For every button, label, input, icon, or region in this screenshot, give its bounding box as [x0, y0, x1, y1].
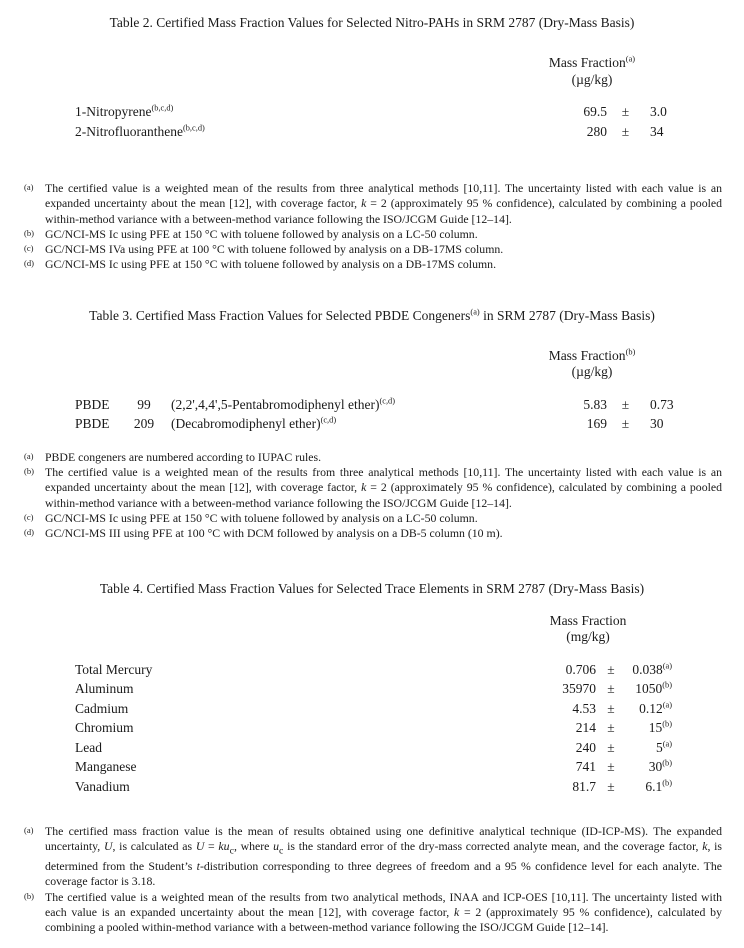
table-row [0, 395, 744, 415]
footnote [0, 242, 744, 257]
table-row [0, 122, 744, 142]
element-name: Lead [75, 739, 102, 755]
table-row [0, 660, 744, 680]
congener-code: PBDE [75, 416, 110, 432]
uncertainty-value: 6.1$^{(b)}$ [645, 778, 672, 794]
footnote-text: PBDE congeners are numbered according to IUPAC rules. [45, 449, 322, 464]
footnote-marker: (b) [24, 227, 34, 238]
footnote-text: GC/NCI-MS III using PFE at 100 °C with DCM followed by analysis on a DB-5 column (10 m). [45, 526, 503, 541]
table2-rows [0, 102, 744, 141]
table4-title-text: Table 4. Certified Mass Fraction Values for Selected Trace Elements in SRM 2787 (Dry-Mass Basis) [99, 580, 645, 596]
element-name: Aluminum [75, 681, 134, 697]
table3-column-header [472, 348, 712, 381]
footnote-text: GC/NCI-MS Ic using PFE at 150 °C with toluene followed by analysis on a LC-50 column. [45, 226, 478, 241]
footnote [0, 824, 744, 890]
congener-number: 99 [137, 396, 151, 412]
table2-column-header [472, 55, 712, 88]
table-row [0, 738, 744, 758]
footnote [0, 181, 744, 227]
uncertainty-footnote-ref: (b) [662, 719, 672, 729]
mass-fraction-value: 69.5 [583, 104, 607, 119]
table2-mass-fraction-header: Mass Fraction$^{(a)}$ [548, 54, 636, 70]
footnote-text: GC/NCI-MS Ic using PFE at 150 °C with toluene followed by analysis on a DB-17MS column. [45, 257, 497, 272]
table2-title [0, 16, 744, 30]
plus-minus-sign: ± [621, 104, 630, 119]
table4-unit-label: (mg/kg) [566, 629, 610, 645]
table3-unit-label: (µg/kg) [571, 364, 613, 380]
footnote-marker: (c) [24, 243, 34, 254]
congener-footnote-ref: (c,d) [320, 415, 337, 425]
uncertainty-value: 1050$^{(b)}$ [635, 680, 672, 697]
footnote-marker: (a) [24, 182, 34, 192]
footnote-text: The certified value is a weighted mean of the results from two analytical methods, INAA and ICP-OES [10,11]. The uncertainty listed with each value is an expanded uncertainty about the mean [12], with coverage factor, k = 2 (approximately 95 % confidence), calculated by combining a pooled within-method variance with a between-method variance following the ISO/JCGM Guide [12–14]. [45, 889, 722, 935]
congener-number: 209 [133, 416, 155, 432]
footnote-text: GC/NCI-MS IVa using PFE at 100 °C with toluene followed by analysis on a DB-17MS column. [45, 242, 504, 257]
table4-title [0, 582, 744, 596]
table2-section [0, 16, 744, 273]
uncertainty-footnote-ref: (a) [662, 661, 672, 671]
table3-title [0, 309, 744, 323]
plus-minus-sign: ± [607, 778, 615, 794]
table-row [0, 679, 744, 699]
table4-mass-fraction-header: Mass Fraction [549, 612, 627, 628]
footnote-marker: (b) [24, 466, 34, 477]
footnote [0, 890, 744, 936]
uncertainty-value: 15$^{(b)}$ [648, 719, 672, 736]
table4-rows [0, 660, 744, 797]
plus-minus-sign: ± [621, 416, 630, 432]
element-name: Chromium [75, 720, 134, 736]
footnote [0, 511, 744, 526]
table-row [0, 757, 744, 777]
uncertainty-value: 34 [650, 123, 664, 139]
congener-name [75, 395, 527, 415]
footnote-text: The certified value is a weighted mean of the results from three analytical methods [10,11]. The uncertainty listed with each value is an expanded uncertainty about the mean [12], with coverage factor, k = 2 (approximately 95 % confidence), calculated by combining a pooled within-method variance with a between-method variance following the ISO/JCGM Guide [12–14]. [45, 465, 722, 510]
uncertainty-footnote-ref: (b) [662, 680, 672, 690]
table2-footnotes [0, 181, 744, 273]
uncertainty-value: 0.73 [650, 396, 674, 412]
footnote-text: The certified mass fraction value is the mean of results obtained using one definitive analytical technique (ID-ICP-MS). The expanded uncertainty, U, is calculated as $U = ku_c$, where $u_c$ is the standard error of the dry-mass corrected analyte mean, and the coverage factor, k, is determined from the Student’s t-distribution corresponding to three degrees of freedom and a 95 % confidence level for each analyte. The coverage factor is 3.18. [45, 824, 723, 889]
uncertainty-footnote-ref: (b) [662, 758, 672, 768]
uncertainty-footnote-ref: (a) [662, 700, 672, 710]
table4-footnotes [0, 824, 744, 935]
mass-fraction-value: 0.706 [565, 661, 596, 677]
footnote-marker: (c) [24, 511, 34, 522]
mass-fraction-value: 5.83 [583, 396, 607, 412]
uncertainty-value: 3.0 [650, 104, 667, 119]
uncertainty-value: 30$^{(b)}$ [648, 758, 672, 775]
congener-description: (Decabromodiphenyl ether)$^{(c,d)}$ [171, 415, 337, 432]
plus-minus-sign: ± [607, 681, 615, 697]
table-row [0, 414, 744, 434]
plus-minus-sign: ± [607, 661, 615, 677]
plus-minus-sign: ± [607, 739, 615, 755]
uncertainty-value: 0.038$^{(a)}$ [632, 661, 672, 677]
table-row [0, 102, 744, 122]
table4-column-header [468, 613, 708, 646]
footnote-marker: (a) [24, 450, 34, 461]
table3-title-text: Table 3. Certified Mass Fraction Values for Selected PBDE Congeners [89, 307, 471, 323]
plus-minus-sign: ± [607, 700, 615, 716]
footnote-text: The certified value is a weighted mean of the results from three analytical methods [10,11]. The uncertainty listed with each value is an expanded uncertainty about the mean [12], with coverage factor, k = 2 (approximately 95 % confidence), calculated by combining a pooled within-method variance with a between-method variance following the ISO/JCGM Guide [12–14]. [45, 181, 722, 226]
uncertainty-footnote-ref: (b) [662, 778, 672, 788]
table3-section [0, 309, 744, 542]
mass-fraction-value: 81.7 [572, 778, 596, 794]
table-row [0, 699, 744, 719]
plus-minus-sign: ± [621, 123, 630, 139]
element-name: Cadmium [75, 700, 129, 716]
uncertainty-value: 5$^{(a)}$ [655, 739, 672, 755]
uncertainty-footnote-ref: (a) [662, 739, 672, 749]
table3-title-footnote-ref: (a) [470, 307, 480, 317]
substance-name: 2-Nitrofluoranthene$^{(b,c,d)}$ [75, 123, 205, 139]
footnote [0, 465, 744, 511]
table4-section [0, 582, 744, 936]
mass-fraction-value: 280 [586, 123, 607, 139]
mass-fraction-value: 4.53 [572, 700, 596, 716]
table2-header-footnote-ref: (a) [625, 54, 636, 64]
table3-footnotes [0, 450, 744, 542]
plus-minus-sign: ± [607, 759, 615, 775]
table3-header-footnote-ref: (b) [625, 347, 636, 357]
plus-minus-sign: ± [607, 720, 615, 736]
table-row [0, 777, 744, 797]
substance-name: 1-Nitropyrene$^{(b,c,d)}$ [75, 103, 174, 119]
congener-code: PBDE [75, 396, 110, 412]
uncertainty-value: 30 [650, 416, 664, 432]
table-row [0, 718, 744, 738]
uncertainty-value: 0.12$^{(a)}$ [639, 700, 672, 716]
footnote [0, 257, 744, 272]
footnote [0, 526, 744, 541]
congener-name [75, 414, 527, 434]
element-name: Manganese [75, 759, 137, 775]
table3-mass-fraction-header: Mass Fraction$^{(b)}$ [548, 347, 636, 363]
table2-title-text: Table 2. Certified Mass Fraction Values for Selected Nitro-PAHs in SRM 2787 (Dry-Mass Basis) [109, 15, 635, 30]
congener-description: (2,2',4,4',5-Pentabromodiphenyl ether)$^{(c,d)}$ [171, 396, 396, 412]
table2-unit-label: (µg/kg) [571, 71, 613, 87]
congener-footnote-ref: (c,d) [379, 396, 396, 406]
table3-rows [0, 395, 744, 434]
mass-fraction-value: 214 [575, 720, 596, 736]
footnote [0, 227, 744, 242]
footnote-marker: (a) [24, 825, 34, 836]
mass-fraction-value: 35970 [562, 681, 596, 697]
table3-title-text-after: in SRM 2787 (Dry-Mass Basis) [479, 307, 655, 323]
footnote-marker: (d) [24, 258, 34, 269]
element-name: Vanadium [75, 778, 130, 794]
substance-footnote-ref: (b,c,d) [151, 103, 174, 113]
footnote [0, 450, 744, 465]
footnote-marker: (d) [24, 527, 34, 538]
footnote-marker: (b) [24, 890, 34, 901]
plus-minus-sign: ± [621, 396, 630, 412]
mass-fraction-value: 169 [586, 416, 607, 432]
footnote-text: GC/NCI-MS Ic using PFE at 150 °C with toluene followed by analysis on a LC-50 column. [45, 510, 478, 525]
substance-footnote-ref: (b,c,d) [182, 123, 205, 132]
mass-fraction-value: 240 [575, 739, 596, 755]
mass-fraction-value: 741 [575, 759, 596, 775]
element-name: Total Mercury [75, 661, 153, 677]
